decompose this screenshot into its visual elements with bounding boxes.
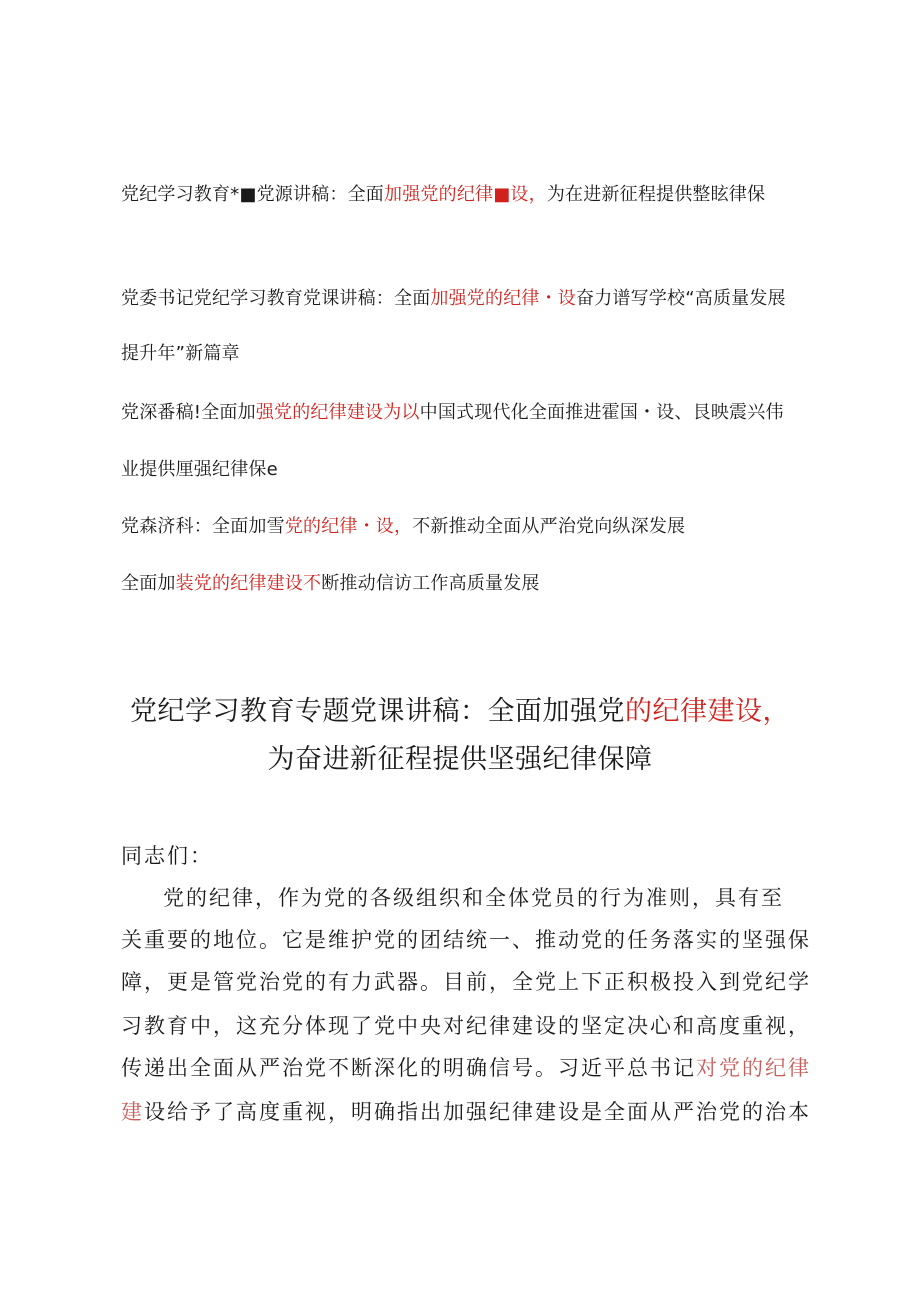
toc-item-text: 不新推动全面从严治党向纵深发展 xyxy=(412,516,686,537)
body-line-text: 设给予了高度重视，明确指出加强纪律建设是全面从严治党的治本 xyxy=(144,1100,811,1124)
body-line-text: 障，更是管党治党的有力武器。目前，全党上下正积极投入到党纪学 xyxy=(121,970,811,994)
body-line-text: 习教育中，这充分体现了党中央对纪律建设的坚定决心和高度重视， xyxy=(121,1014,811,1038)
body-line xyxy=(121,1050,811,1086)
body-line xyxy=(121,1008,811,1044)
title-text: 党纪学习教育专题党课讲稿：全面加强党 xyxy=(130,696,625,727)
toc-item-text: 断推动信访工作高质量发展 xyxy=(321,573,540,594)
toc-item-text: 党委书记党纪学习教育党课讲稿：全面 xyxy=(121,288,431,309)
document-title-line-2 xyxy=(0,742,920,778)
body-line xyxy=(163,880,853,916)
toc-item-highlight: 加强党的纪律・设 xyxy=(430,288,577,309)
body-line-text: 关重要的地位。它是维护党的团结统一、推动党的任务落实的坚强保 xyxy=(121,928,811,952)
body-line-highlight: 建 xyxy=(121,1100,144,1124)
document-title-line-1 xyxy=(0,694,920,730)
toc-item[interactable] xyxy=(121,401,784,425)
toc-item-text: 中国式现代化全面推进霍国・设、艮映震兴伟 xyxy=(419,402,784,423)
salutation xyxy=(121,838,811,874)
toc-item[interactable] xyxy=(121,515,685,539)
toc-item-highlight: 装党的纪律建设不 xyxy=(175,573,322,594)
toc-item-text: 党森济科：全面加雪 xyxy=(121,516,285,537)
body-line-text: 党的纪律，作为党的各级组织和全体党员的行为准则，具有至 xyxy=(163,886,784,910)
toc-item-text: 为在进新征程提供整眩律保 xyxy=(546,184,766,205)
body-line xyxy=(121,922,811,958)
toc-item-highlight: 强党的纪律建设为以 xyxy=(255,402,420,423)
title-text: 为奋进新征程提供坚强纪律保障 xyxy=(267,744,653,775)
toc-item-text: 提升年”新篇章 xyxy=(121,343,240,364)
toc-item-text: 党深番稿!全面加 xyxy=(121,402,256,423)
toc-item-text: 业提供厘强纪律保e xyxy=(121,459,278,480)
toc-item-text: 全面加 xyxy=(121,573,176,594)
toc-item-text: 奋力谱写学校“高质量发展 xyxy=(576,288,786,309)
body-line-highlight: 对党的纪律 xyxy=(696,1056,811,1080)
toc-item-highlight: 加强党的纪律■设， xyxy=(384,184,547,205)
toc-item[interactable] xyxy=(121,183,765,207)
body-line xyxy=(121,1094,811,1130)
salutation-text: 同志们： xyxy=(121,844,213,868)
toc-item-continuation[interactable] xyxy=(121,458,278,482)
toc-item-highlight: 党的纪律・设， xyxy=(284,516,413,537)
toc-item[interactable] xyxy=(121,572,540,596)
body-line xyxy=(121,964,811,1000)
toc-item[interactable] xyxy=(121,287,786,311)
toc-item-continuation[interactable] xyxy=(121,342,240,366)
title-highlight: 的纪律建设， xyxy=(625,696,790,727)
body-line-text: 传递出全面从严治党不断深化的明确信号。习近平总书记 xyxy=(121,1056,696,1080)
toc-item-text: 党纪学习教育*■党源讲稿：全面 xyxy=(121,184,385,205)
